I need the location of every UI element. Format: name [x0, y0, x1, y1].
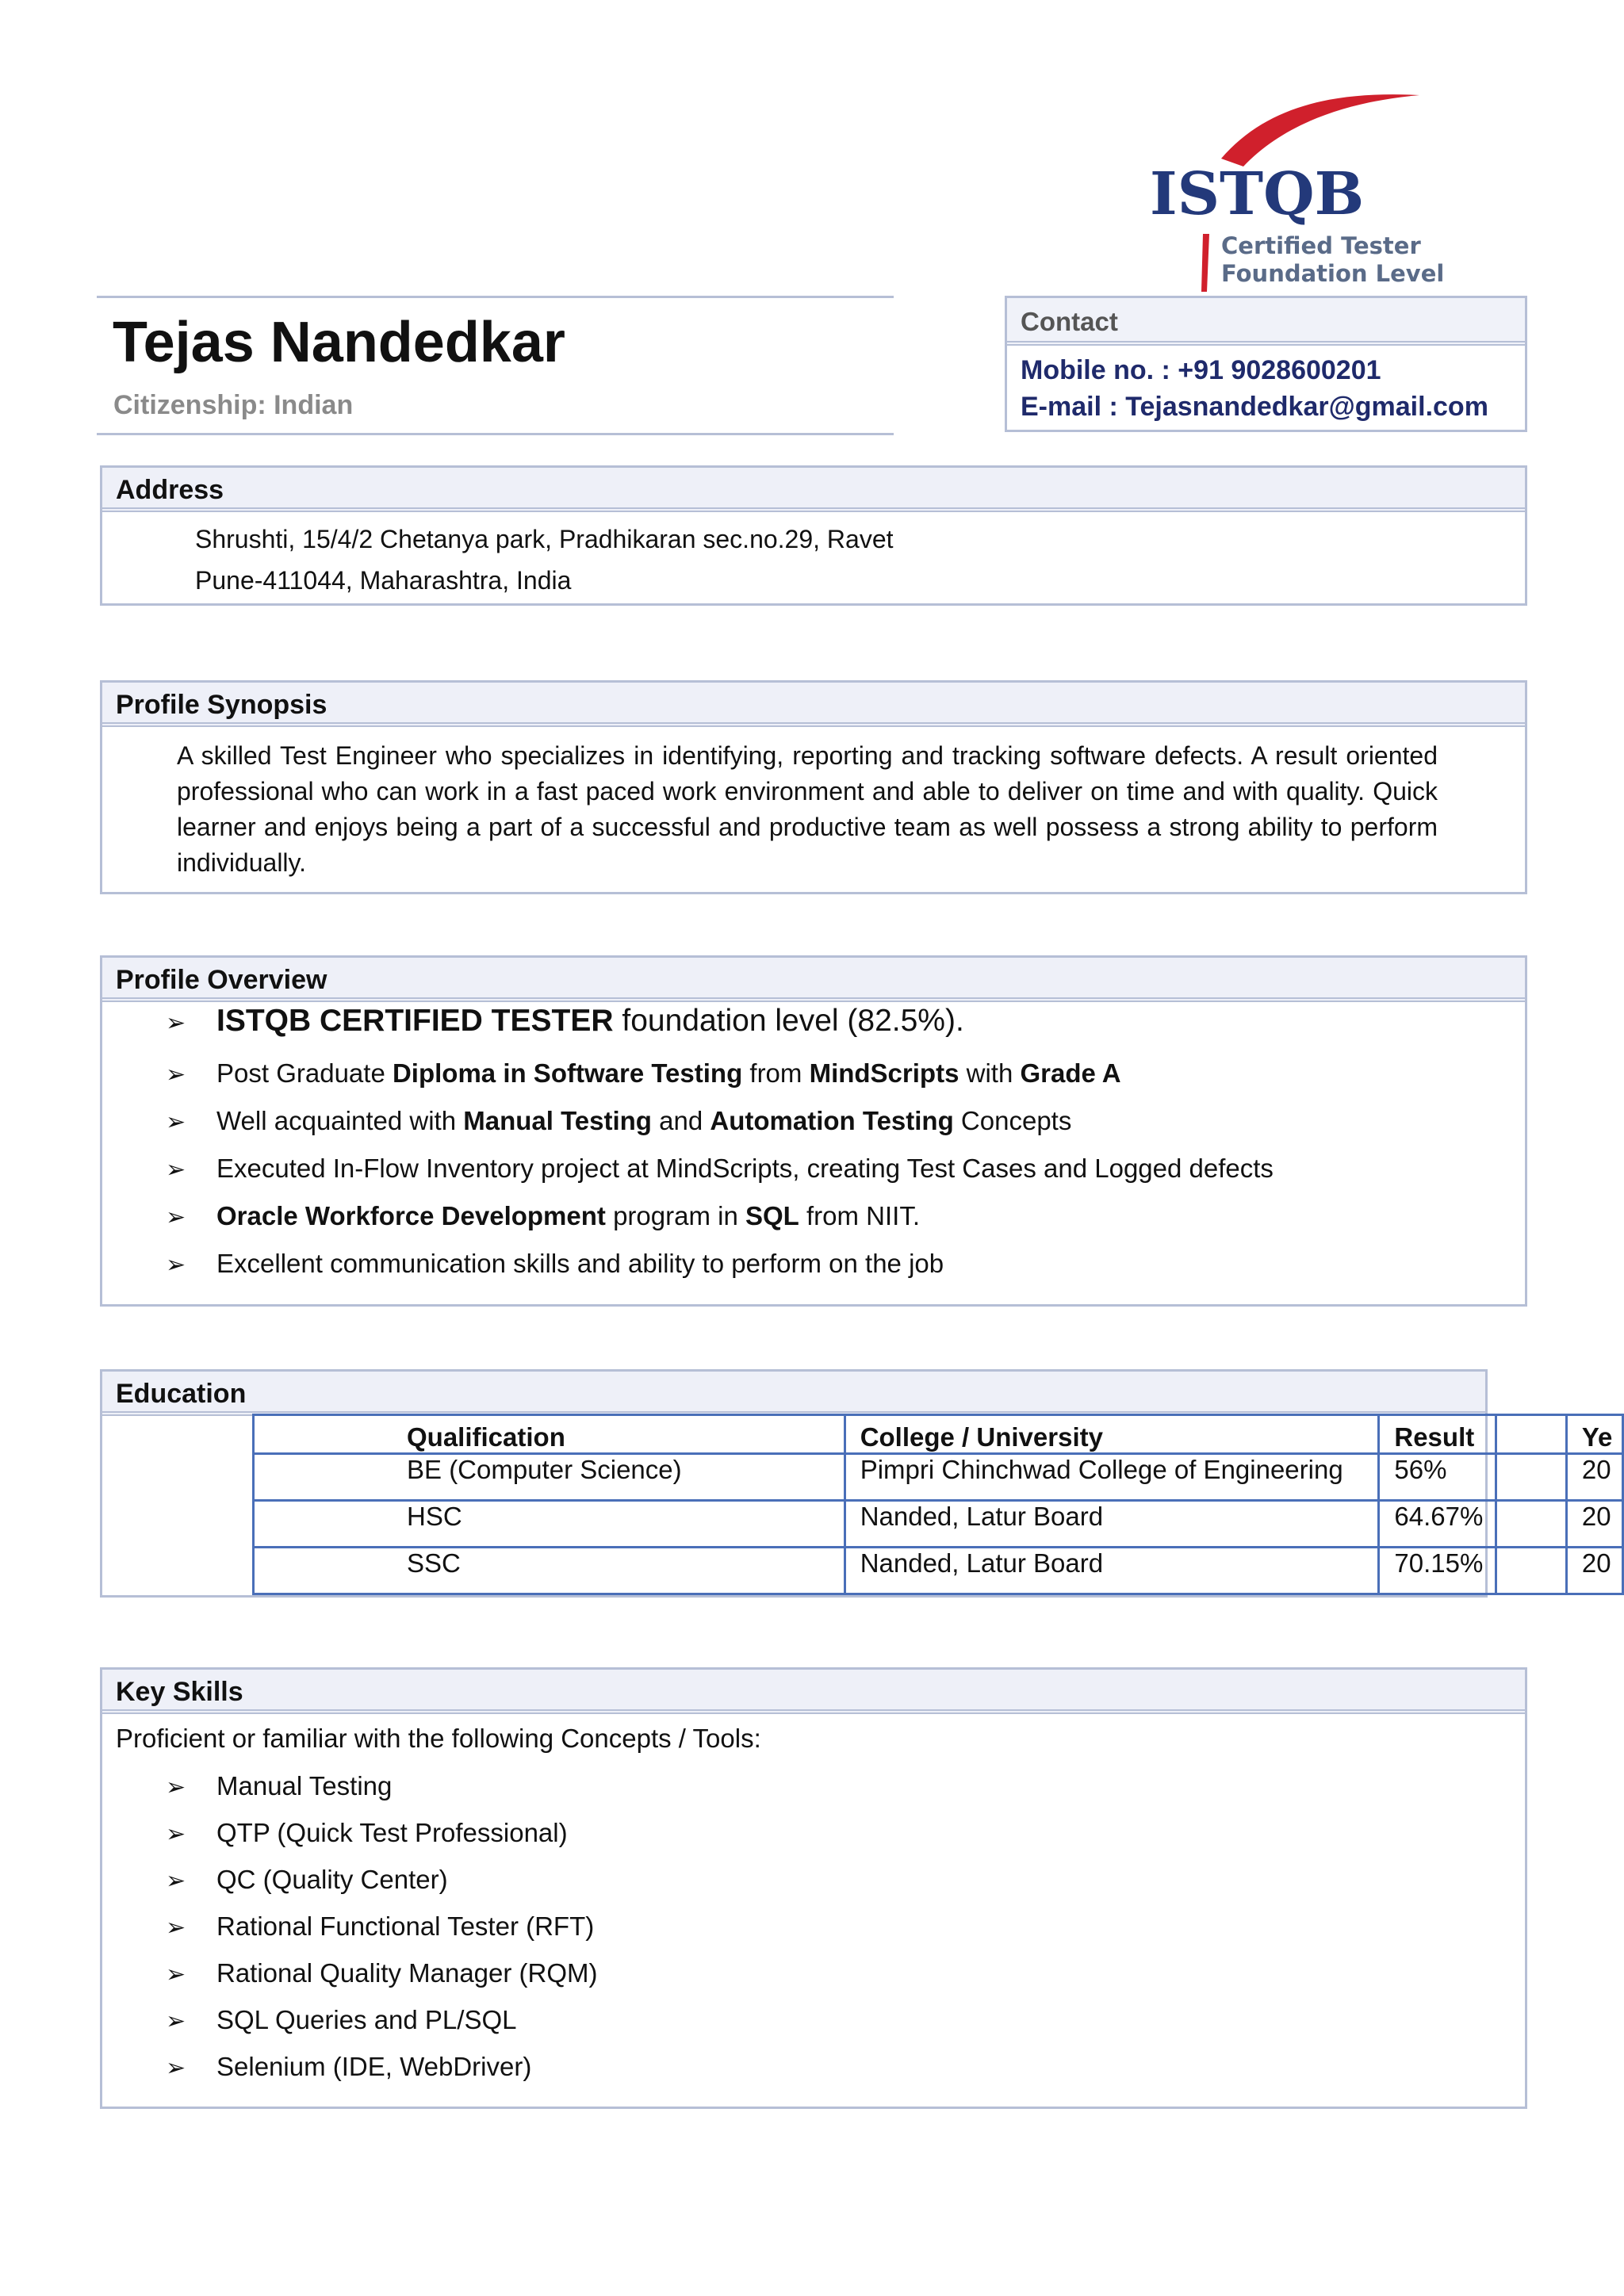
overview-item-text: Excellent communication skills and ability to perform on the job	[216, 1249, 944, 1278]
table-row	[254, 1501, 1623, 1548]
skill-item-text: Selenium (IDE, WebDriver)	[216, 2052, 532, 2081]
overview-item	[166, 1106, 1071, 1136]
table-cell: 70.15%	[1379, 1548, 1496, 1594]
overview-section	[100, 955, 1527, 1307]
table-cell: 20	[1566, 1501, 1622, 1548]
table-cell: Nanded, Latur Board	[845, 1501, 1379, 1548]
skill-item-text: QC (Quality Center)	[216, 1865, 448, 1894]
table-cell: 20	[1566, 1454, 1622, 1501]
bullet-arrow-icon: ➢	[166, 1252, 186, 1278]
overview-item	[166, 1201, 920, 1231]
skill-item	[166, 1911, 594, 1942]
overview-item-text: Oracle Workforce Development	[216, 1201, 606, 1230]
skill-item	[166, 1771, 392, 1801]
logo-line-1: Certified Tester	[1221, 232, 1421, 259]
bullet-arrow-icon: ➢	[166, 1157, 186, 1183]
skill-item	[166, 1958, 598, 1988]
overview-item-text: Grade A	[1020, 1058, 1121, 1088]
overview-item-text: MindScripts	[809, 1058, 959, 1088]
table-cell: Nanded, Latur Board	[845, 1548, 1379, 1594]
section-header	[102, 468, 1525, 512]
istqb-logo	[1142, 87, 1445, 301]
logo-brand-text: ISTQB	[1150, 160, 1365, 228]
skill-item	[166, 2005, 517, 2035]
skill-item	[166, 1818, 568, 1848]
candidate-name: Tejas Nandedkar	[113, 311, 565, 374]
skill-item-text: Rational Functional Tester (RFT)	[216, 1911, 595, 1941]
bullet-arrow-icon: ➢	[166, 1868, 186, 1894]
column-header: College / University	[845, 1415, 1379, 1454]
bullet-arrow-icon: ➢	[166, 2008, 186, 2034]
table-cell	[1496, 1454, 1566, 1501]
overview-item-text: Post Graduate	[216, 1058, 393, 1088]
overview-item-text: program in	[605, 1201, 745, 1230]
skill-item	[166, 2052, 531, 2082]
address-line-2: Pune-411044, Maharashtra, India	[195, 566, 572, 595]
skill-item-text: Manual Testing	[216, 1771, 393, 1800]
education-table	[252, 1414, 1624, 1595]
table-row	[254, 1454, 1623, 1501]
table-cell	[1496, 1501, 1566, 1548]
table-cell: 20	[1566, 1548, 1622, 1594]
address-line-1: Shrushti, 15/4/2 Chetanya park, Pradhikaran sec.no.29, Ravet	[195, 525, 894, 553]
overview-item-text: ISTQB CERTIFIED TESTER	[216, 1004, 614, 1038]
section-header	[102, 958, 1525, 1002]
table-cell: 56%	[1379, 1454, 1496, 1501]
bullet-arrow-icon: ➢	[166, 1774, 186, 1800]
skill-item-text: Rational Quality Manager (RQM)	[216, 1958, 598, 1988]
synopsis-text: A skilled Test Engineer who specializes in identifying, reporting and tracking software defects. A result oriented professional who can work in a fast paced work environment and able to deliver on time and with quality. Quick learner and enjoys being a part of a successful and productive team as well possess a strong ability to perform individually.	[177, 741, 1438, 877]
section-title: Profile Overview	[116, 965, 327, 995]
bullet-arrow-icon: ➢	[166, 1821, 186, 1847]
column-header	[1496, 1415, 1566, 1454]
bullet-arrow-icon: ➢	[166, 1010, 186, 1036]
section-title: Profile Synopsis	[116, 690, 327, 720]
skills-section	[100, 1667, 1527, 2109]
citizenship: Citizenship: Indian	[113, 390, 354, 420]
bullet-arrow-icon: ➢	[166, 1062, 186, 1088]
overview-item	[166, 1004, 964, 1039]
email-address: E-mail : Tejasnandedkar@gmail.com	[1021, 392, 1488, 422]
column-header: Ye	[1566, 1415, 1622, 1454]
bullet-arrow-icon: ➢	[166, 2055, 186, 2081]
address-section	[100, 465, 1527, 606]
overview-item-text: foundation level (82.5%).	[613, 1004, 964, 1038]
skill-item	[166, 1865, 448, 1895]
overview-item-text: Concepts	[953, 1106, 1072, 1135]
overview-item-text: and	[651, 1106, 710, 1135]
contact-header	[1007, 298, 1525, 346]
skill-item-text: SQL Queries and PL/SQL	[216, 2005, 517, 2034]
table-header-row	[254, 1415, 1623, 1454]
overview-item-text: Executed In-Flow Inventory project at MindScripts, creating Test Cases and Logged defects	[216, 1154, 1274, 1183]
table-cell: SSC	[254, 1548, 845, 1594]
table-row	[254, 1548, 1623, 1594]
contact-box	[1005, 296, 1527, 432]
section-header	[102, 1372, 1485, 1416]
skill-item-text: QTP (Quick Test Professional)	[216, 1818, 568, 1847]
column-header: Qualification	[254, 1415, 845, 1454]
contact-title: Contact	[1021, 307, 1118, 336]
table-cell: HSC	[254, 1501, 845, 1548]
overview-item-text: Automation Testing	[710, 1106, 954, 1135]
section-title: Address	[116, 475, 224, 505]
name-block	[97, 296, 894, 435]
table-cell: 64.67%	[1379, 1501, 1496, 1548]
section-title: Education	[116, 1379, 247, 1409]
overview-item-text: from NIIT.	[799, 1201, 921, 1230]
bullet-arrow-icon: ➢	[166, 1961, 186, 1988]
bullet-arrow-icon: ➢	[166, 1915, 186, 1941]
synopsis-section	[100, 680, 1527, 894]
skills-intro: Proficient or familiar with the following Concepts / Tools:	[116, 1724, 761, 1753]
overview-item	[166, 1154, 1274, 1184]
section-title: Key Skills	[116, 1677, 243, 1707]
overview-item-text: with	[959, 1058, 1021, 1088]
bullet-arrow-icon: ➢	[166, 1204, 186, 1230]
overview-item-text: from	[742, 1058, 810, 1088]
bullet-arrow-icon: ➢	[166, 1109, 186, 1135]
table-cell	[1496, 1548, 1566, 1594]
section-header	[102, 683, 1525, 727]
overview-item	[166, 1058, 1121, 1089]
column-header: Result	[1379, 1415, 1496, 1454]
mobile-number: Mobile no. : +91 9028600201	[1021, 355, 1381, 385]
table-cell: Pimpri Chinchwad College of Engineering	[845, 1454, 1379, 1501]
section-header	[102, 1670, 1525, 1714]
overview-item-text: SQL	[745, 1201, 799, 1230]
overview-item-text: Well acquainted with	[216, 1106, 464, 1135]
table-cell: BE (Computer Science)	[254, 1454, 845, 1501]
overview-item-text: Manual Testing	[463, 1106, 652, 1135]
overview-item-text: Diploma in Software Testing	[392, 1058, 743, 1088]
overview-item	[166, 1249, 944, 1279]
logo-line-2: Foundation Level	[1221, 260, 1445, 287]
